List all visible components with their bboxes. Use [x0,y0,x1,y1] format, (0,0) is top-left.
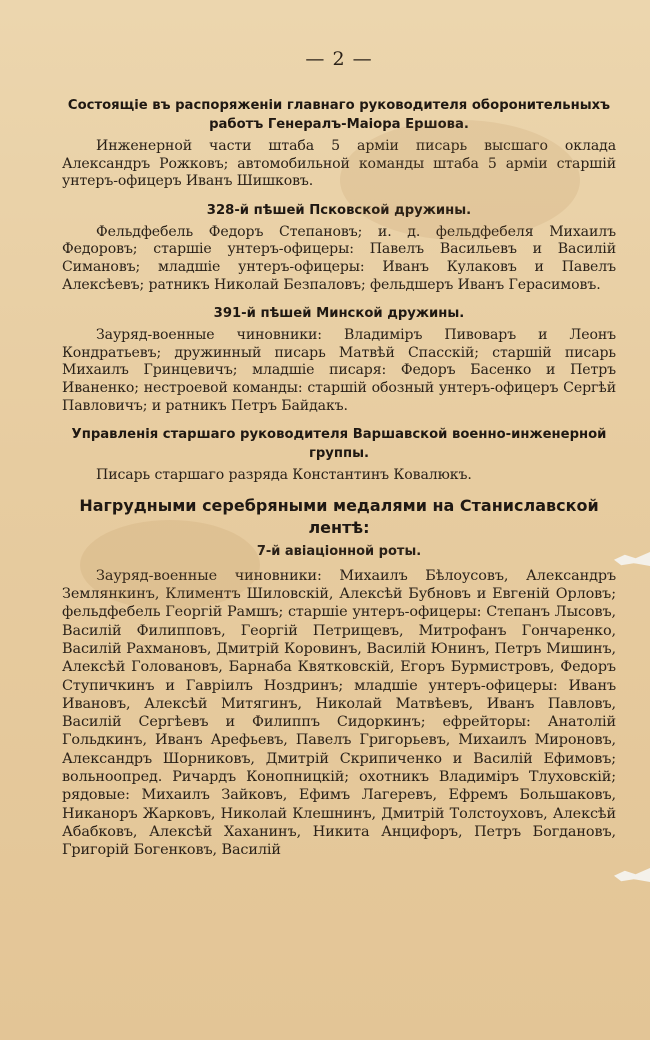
page-tear [614,552,650,566]
section-heading-warsaw-group: Управленія старшаго руководителя Варшавской военно-инженерной группы. [71,427,607,462]
paper-stain [80,520,260,610]
section-text-minsk-druzhina: Зауряд-военные чиновники: Владиміръ Пивоваръ и Леонъ Кондратьевъ; дружинный писарь Матвѣй Спасскій; старшій писарь Михаилъ Гринцевичъ; младшіе писаря: Федоръ Басенко и Петръ Иваненко; нестроевой команды: старшій обозный унтеръ-офицеръ Сергѣй Павловичъ; и ратникъ Петръ Байдакъ. [62,327,616,414]
section-heading-minsk-druzhina: 391-й пѣшей Минской дружины. [213,306,465,322]
medal-heading: Нагрудными серебряными медалями на Станиславской лентѣ: [79,495,599,537]
section-text-defense-works: Инженерной части штаба 5 арміи писарь высшаго оклада Александръ Рожковъ; автомобильной команды штаба 5 арміи старшій унтеръ-офицеръ Иванъ Шишковъ. [62,138,616,190]
medal-subheading: 7-й авіаціонной роты. [256,543,422,559]
medal-text: Зауряд-военные чиновники: Михаилъ Бѣлоусовъ, Александръ Землянкинъ, Климентъ Шиловскій, Алексѣй Бубновъ и Евгеній Орловъ; фельдфебель Георгій Рамшъ; старшіе унтеръ-офицеры: Степанъ Лысовъ, Василій Филипповъ, Георгій Петрищевъ, Митрофанъ Гончаренко, Василій Рахмановъ, Дмитрій Коровинъ, Василій Юнинъ, Петръ Мишинъ, Алексѣй Головановъ, Барнаба Квятковскій, Егоръ Бурмистровъ, Федоръ Ступичкинъ и Гавріилъ Ноздринъ; младшіе унтеръ-офицеры: Иванъ Ивановъ, Алексѣй Митягинъ, Николай Матвѣевъ, Иванъ Павловъ, Василій Сергѣевъ и Филиппъ Сидоркинъ; ефрейторы: Анатолій Гольдкинъ, Иванъ Арефьевъ, Павелъ Григорьевъ, Михаилъ Мироновъ, Александръ Шорниковъ, Дмитрій Скрипиченко и Василій Ефимовъ; вольноопред. Ричардъ Конопницкій; охотникъ Владиміръ Тлуховскій; рядовые: Михаилъ Зайковъ, Ефимъ Лагеревъ, Ефремъ Большаковъ, Никаноръ Жарковъ, Николай Клешнинъ, Дмитрій Толстоуховъ, Алексѣй Абабковъ, Алексѣй Хаханинъ, Никита Анцифоръ, Петръ Богдановъ, Григорій Богенковъ, Василій [62,567,616,859]
page-tear [614,868,650,882]
section-text-pskov-druzhina: Фельдфебель Федоръ Степановъ; и. д. фельдфебеля Михаилъ Федоровъ; старшіе унтеръ-офицеры: Павелъ Васильевъ и Василій Симановъ; младшіе унтеръ-офицеры: Иванъ Кулаковъ и Павелъ Алексѣевъ; ратникъ Николай Безпаловъ; фельдшеръ Иванъ Герасимовъ. [62,223,616,293]
section-heading-pskov-druzhina: 328-й пѣшей Псковской дружины. [206,202,472,218]
paper-stain [340,120,580,240]
section-heading-defense-works: Состоящіе въ распоряженіи главнаго руководителя оборонительныхъ работъ Генералъ-Маіора Ершова. [67,98,611,132]
page-number: — 2 — [305,48,373,70]
section-text-warsaw-group: Писарь старшаго разряда Константинъ Ковалюкъ. [96,467,472,484]
